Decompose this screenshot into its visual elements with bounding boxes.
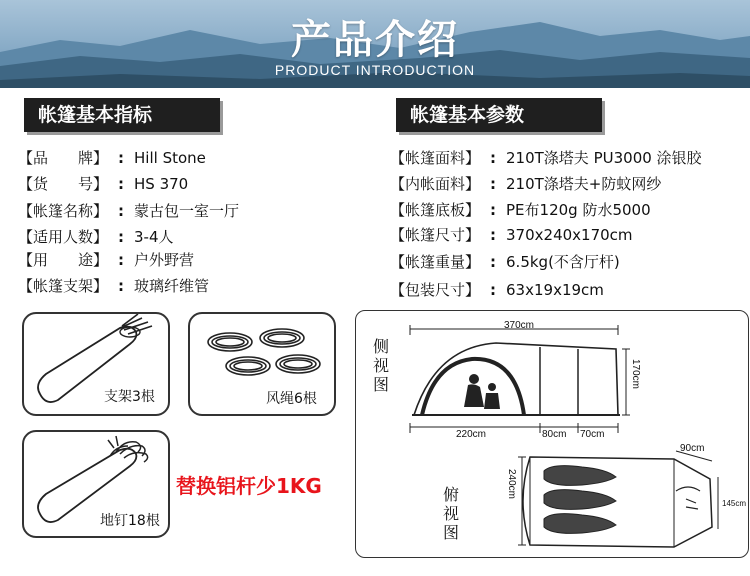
side-view-label: 侧 视 图	[372, 337, 389, 394]
aluminum-note: 替换铝杆少1KG	[176, 474, 322, 498]
banner-subtitle: PRODUCT INTRODUCTION	[274, 62, 476, 78]
left-section-heading	[24, 98, 220, 132]
left-heading-text: 帐篷基本指标	[38, 104, 153, 126]
spec-value: HS 370	[134, 175, 189, 193]
spec-key: 【帐篷重量】	[390, 253, 481, 271]
spec-row: 【帐篷底板】 : PE布120g 防水5000	[390, 201, 651, 219]
spec-row: 【帐篷尺寸】 : 370x240x170cm	[390, 226, 633, 244]
tent-diagram-box	[355, 310, 749, 558]
spec-row: 【帐篷支架】 : 玻璃纤维管	[18, 277, 210, 295]
spec-key: 【货 号】	[18, 175, 109, 193]
banner-title: 产品介绍	[291, 17, 459, 63]
spec-row: 【货 号】 : HS 370	[18, 175, 189, 193]
spec-value: 玻璃纤维管	[134, 277, 210, 295]
stakes-label: 地钉18根	[100, 513, 160, 529]
spec-key: 【品 牌】	[18, 149, 109, 167]
spec-value: Hill Stone	[134, 149, 206, 167]
spec-key: 【帐篷底板】	[390, 201, 481, 219]
spec-row: 【品 牌】 : Hill Stone	[18, 149, 206, 167]
spec-key: 【帐篷尺寸】	[390, 226, 481, 244]
ropes-box	[188, 312, 336, 416]
poles-label: 支架3根	[104, 389, 155, 405]
spec-value: 6.5kg(不含厅杆)	[506, 253, 620, 271]
spec-row: 【帐篷重量】 : 6.5kg(不含厅杆)	[390, 253, 620, 271]
spec-key: 【用 途】	[18, 251, 109, 269]
spec-value: 370x240x170cm	[506, 226, 633, 244]
dim-width: 240cm	[506, 469, 517, 500]
stakes-box	[22, 430, 170, 538]
spec-value: 63x19x19cm	[506, 281, 604, 299]
spec-row: 【帐篷面料】 : 210T涤塔夫 PU3000 涂银胶	[390, 149, 702, 167]
header-banner	[0, 0, 750, 88]
spec-key: 【帐篷支架】	[18, 277, 109, 295]
dim-seg1: 220cm	[456, 429, 487, 440]
dim-height: 170cm	[630, 359, 641, 390]
ropes-label: 风绳6根	[266, 391, 317, 407]
spec-key: 【帐篷面料】	[390, 149, 481, 167]
dim-seg2: 80cm	[542, 429, 567, 440]
spec-key: 【帐篷名称】	[18, 202, 109, 220]
spec-value: 210T涤塔夫 PU3000 涂银胶	[506, 149, 702, 167]
spec-row: 【帐篷名称】 : 蒙古包一室一厅	[18, 202, 240, 220]
dim-seg3: 70cm	[580, 429, 605, 440]
spec-row: 【包装尺寸】 : 63x19x19cm	[390, 281, 604, 299]
spec-row: 【内帐面料】 : 210T涤塔夫+防蚊网纱	[390, 175, 662, 193]
poles-box	[22, 312, 170, 416]
spec-row: 【适用人数】 : 3-4人	[18, 228, 174, 246]
top-view-label: 俯 视 图	[442, 485, 459, 542]
spec-key: 【适用人数】	[18, 228, 109, 246]
dim-vest-depth: 90cm	[680, 443, 705, 454]
spec-value: 3-4人	[134, 228, 174, 246]
dim-vest-width: 145cm	[722, 499, 747, 508]
spec-key: 【包装尺寸】	[390, 281, 481, 299]
spec-value: 户外野营	[134, 251, 195, 269]
spec-value: 210T涤塔夫+防蚊网纱	[506, 175, 662, 193]
spec-value: 蒙古包一室一厅	[134, 202, 240, 220]
dim-length: 370cm	[504, 320, 535, 331]
right-section-heading	[396, 98, 602, 132]
right-heading-text: 帐篷基本参数	[410, 104, 525, 126]
spec-row: 【用 途】 : 户外野营	[18, 251, 195, 269]
spec-key: 【内帐面料】	[390, 175, 481, 193]
tent-top-view	[356, 311, 748, 557]
sleeping-bags-icon	[544, 466, 616, 534]
spec-value: PE布120g 防水5000	[506, 201, 651, 219]
